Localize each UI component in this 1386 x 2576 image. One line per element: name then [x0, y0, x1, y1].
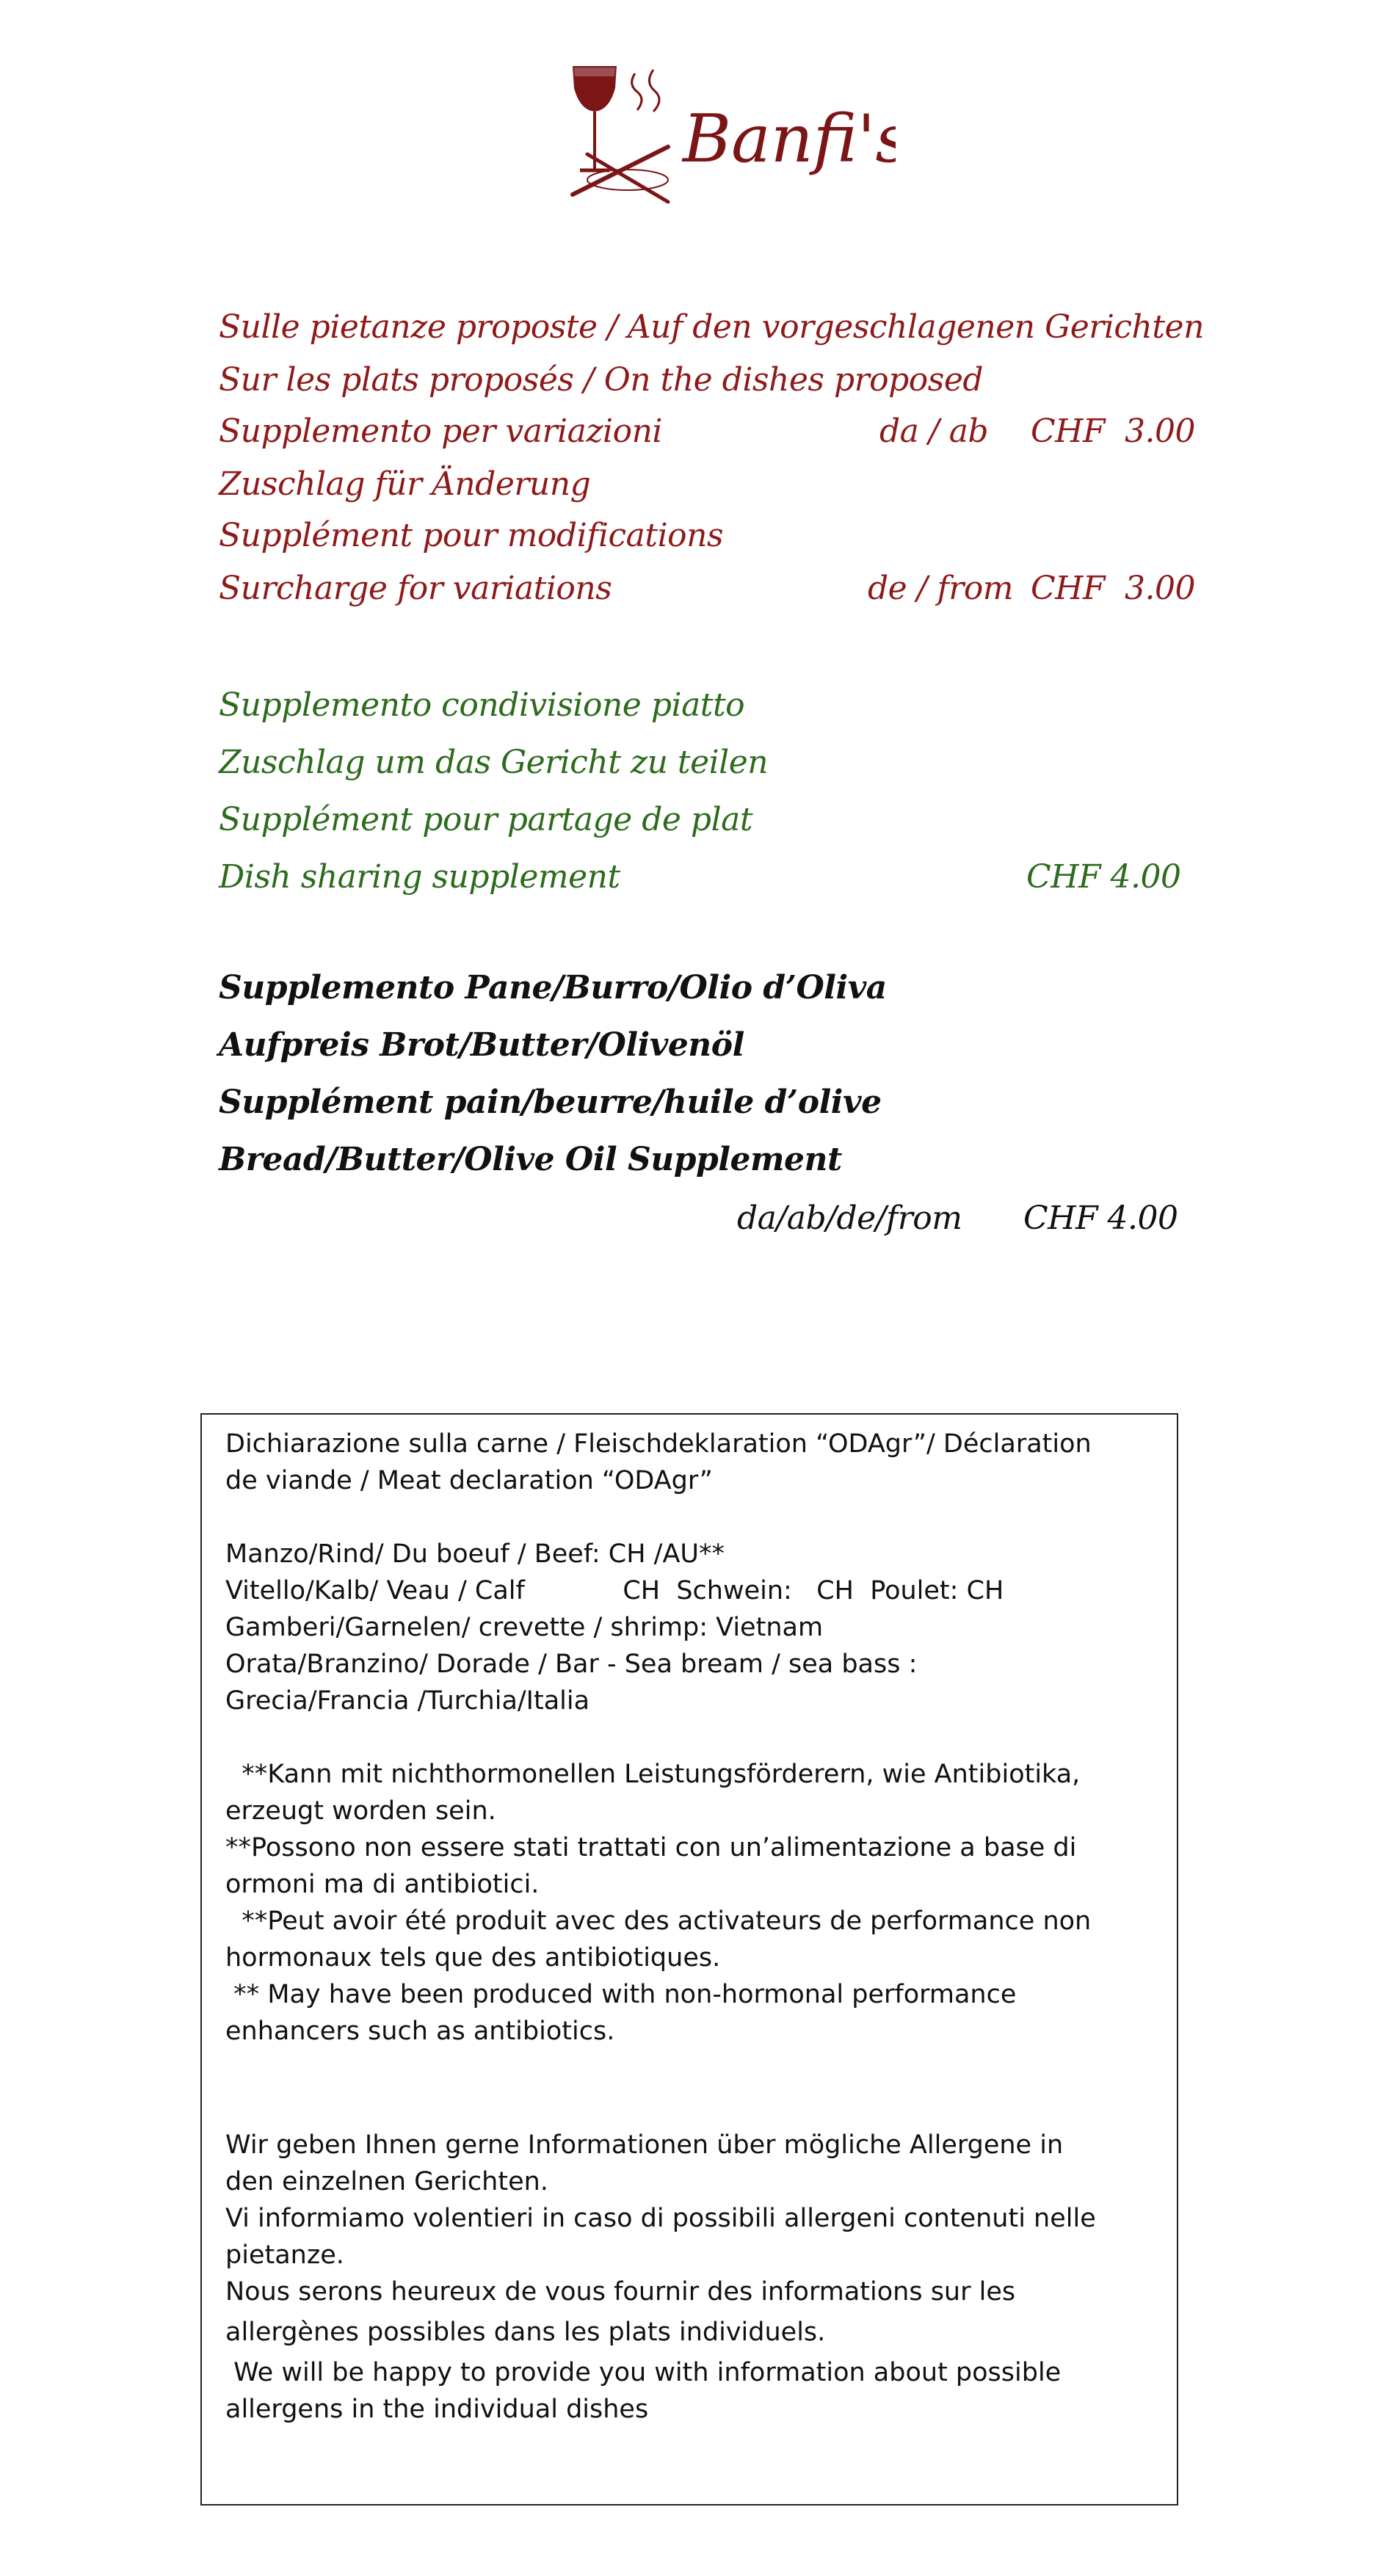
note-de-line-2: erzeugt worden sein.: [225, 1796, 496, 1826]
declaration-veal-pork-chicken: Vitello/Kalb/ Veau / Calf CH Schwein: CH Poulet: CH: [225, 1576, 1004, 1606]
variation-line-en: Surcharge for variations: [219, 570, 612, 607]
bread-line-fr: Supplément pain/beurre/huile d’olive: [219, 1084, 882, 1121]
sharing-line-de: Zuschlag um das Gericht zu teilen: [219, 744, 769, 781]
allergen-it-line-1: Vi informiamo volentieri in caso di possibili allergeni contenuti nelle: [225, 2204, 1096, 2233]
sharing-price: CHF 4.00: [1026, 858, 1181, 896]
bread-price: CHF 4.00: [1023, 1200, 1178, 1237]
note-fr-line-1: **Peut avoir été produit avec des activateurs de performance non: [225, 1906, 1092, 1936]
variation-price-prefix-2: de / from: [868, 570, 1014, 607]
note-de-line-1: **Kann mit nichthormonellen Leistungsförderern, wie Antibiotika,: [225, 1760, 1081, 1789]
allergen-fr-line-2: allergènes possibles dans les plats individuels.: [225, 2318, 826, 2347]
bread-line-de: Aufpreis Brot/Butter/Olivenöl: [219, 1026, 744, 1064]
allergen-de-line-1: Wir geben Ihnen gerne Informationen über mögliche Allergene in: [225, 2130, 1064, 2160]
meat-declaration-box: [200, 1413, 1178, 2506]
variation-price-2: CHF 3.00: [1031, 570, 1196, 607]
restaurant-logo: [558, 59, 896, 213]
sharing-line-fr: Supplément pour partage de plat: [219, 801, 753, 838]
sharing-line-en: Dish sharing supplement: [219, 858, 620, 896]
declaration-sea-bream-2: Grecia/Francia /Turchia/Italia: [225, 1686, 590, 1716]
variation-line-de: Zuschlag für Änderung: [219, 465, 591, 503]
note-it-line-2: ormoni ma di antibiotici.: [225, 1870, 540, 1899]
allergen-en-line-2: allergens in the individual dishes: [225, 2395, 649, 2424]
declaration-beef: Manzo/Rind/ Du boeuf / Beef: CH /AU**: [225, 1539, 725, 1569]
declaration-sea-bream-1: Orata/Branzino/ Dorade / Bar - Sea bream / sea bass :: [225, 1650, 918, 1679]
bread-line-it: Supplemento Pane/Burro/Olio d’Oliva: [219, 969, 887, 1006]
dishes-heading-line-2: Sur les plats proposés / On the dishes proposed: [219, 361, 984, 399]
note-fr-line-2: hormonaux tels que des antibiotiques.: [225, 1943, 721, 1973]
allergen-en-line-1: We will be happy to provide you with information about possible: [225, 2358, 1062, 2387]
variation-price-prefix-1: da / ab: [879, 413, 989, 450]
allergen-de-line-2: den einzelnen Gerichten.: [225, 2167, 548, 2196]
variation-line-it: Supplemento per variazioni: [219, 413, 662, 450]
variation-supplement-section: [219, 308, 1247, 617]
bread-price-prefix: da/ab/de/from: [737, 1200, 962, 1237]
variation-price-1: CHF 3.00: [1031, 413, 1196, 450]
sharing-supplement-section: [219, 686, 1247, 907]
sharing-line-it: Supplemento condivisione piatto: [219, 686, 745, 724]
bread-supplement-section: [219, 969, 1247, 1255]
declaration-title-line-2: de viande / Meat declaration “ODAgr”: [225, 1466, 713, 1495]
allergen-fr-line-1: Nous serons heureux de vous fournir des informations sur les: [225, 2277, 1016, 2307]
note-it-line-1: **Possono non essere stati trattati con un’alimentazione a base di: [225, 1833, 1077, 1862]
bread-line-en: Bread/Butter/Olive Oil Supplement: [219, 1141, 842, 1178]
dishes-heading-line-1: Sulle pietanze proposte / Auf den vorgeschlagenen Gerichten: [219, 308, 1204, 346]
declaration-shrimp: Gamberi/Garnelen/ crevette / shrimp: Vietnam: [225, 1613, 824, 1642]
wine-glass-fork-knife-logo-icon: [558, 59, 896, 213]
note-en-line-2: enhancers such as antibiotics.: [225, 2017, 615, 2046]
note-en-line-1: ** May have been produced with non-hormonal performance: [225, 1980, 1017, 2009]
variation-line-fr: Supplément pour modifications: [219, 517, 724, 554]
logo-text: Banfi's: [683, 101, 896, 178]
allergen-it-line-2: pietanze.: [225, 2241, 344, 2270]
declaration-title-line-1: Dichiarazione sulla carne / Fleischdeklaration “ODAgr”/ Déclaration: [225, 1429, 1092, 1459]
